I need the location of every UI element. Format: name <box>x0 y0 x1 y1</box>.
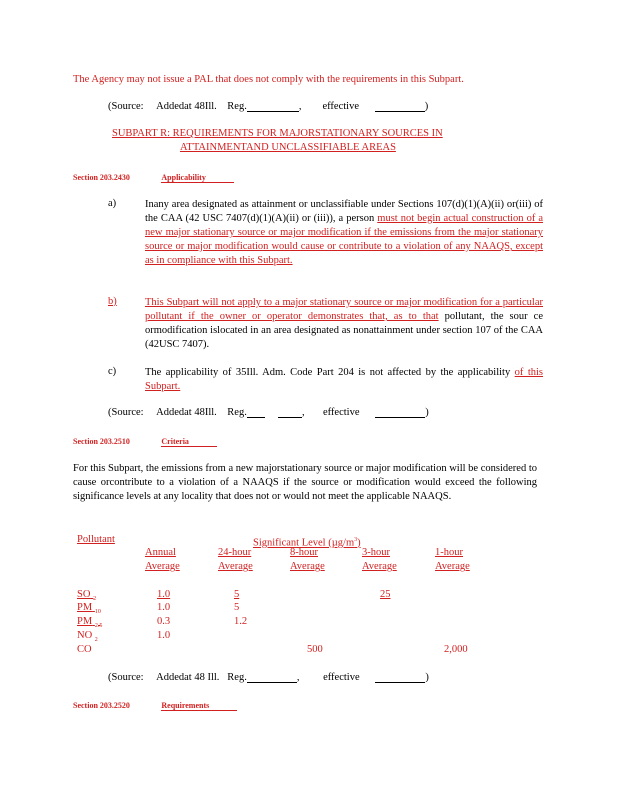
item-body-a <box>145 198 543 268</box>
item-b-red: This Subpart will not apply to a major stationary source or major modification for a particular pollutant if the owner or operator demonstrates that, as to that <box>145 297 543 322</box>
item-label-b: b) <box>108 296 117 307</box>
section-number: Section 203.2520 <box>73 701 130 710</box>
reg-label: Reg. <box>227 101 247 112</box>
reg-blank <box>247 407 265 418</box>
level-close: ) <box>357 537 361 549</box>
col-8h-line2: Average <box>290 561 325 572</box>
item-label-a: a) <box>108 198 117 209</box>
row-pollutant-pm10: PM $_{10}$ <box>77 602 101 616</box>
added-label: Addedat 48Ill. <box>156 407 217 418</box>
pollutant-header: Pollutant <box>77 534 115 545</box>
item-label-c: c) <box>108 366 117 377</box>
item-body-c <box>145 366 543 394</box>
close-paren: ) <box>425 672 429 683</box>
source-label: (Source: <box>108 672 144 683</box>
col-3h-line2: Average <box>362 561 397 572</box>
col-24h-line1: 24-hour <box>218 547 252 558</box>
added-label: Addedat 48 Ill. <box>156 672 220 683</box>
effective-blank <box>375 407 425 418</box>
section-header-requirements <box>73 700 237 711</box>
item-b-plain: pollutant, the sour ce ormodification islocated in an area designated as nonattainment under section 107 of the CAA (42USC 7407). <box>145 311 544 350</box>
comma: , <box>301 407 305 418</box>
item-body-b <box>145 296 543 352</box>
subpart-title-line1: SUBPART R: REQUIREMENTS FOR MAJORSTATIONARY SOURCES IN <box>112 128 443 139</box>
row-pm25-24h: 1.2 <box>234 616 248 627</box>
source-note-2 <box>108 407 429 418</box>
source-note-3 <box>108 672 429 683</box>
item-a-red: must not begin actual construction of a new major stationary source or major modification if the emissions from the major stationary source or major modification would cause or contribute to a violation of any NAAQS, except as in compliance with this Subpart. <box>145 213 544 266</box>
row-no2-annual: 1.0 <box>157 630 171 641</box>
row-so2-3h: 25 <box>380 589 391 600</box>
col-1h-line2: Average <box>435 561 470 572</box>
section-title: Criteria <box>161 437 217 447</box>
row-so2-annual: 1.0 <box>157 589 171 600</box>
section-number: Section 203.2510 <box>73 437 130 446</box>
comma: , <box>296 672 300 683</box>
col-8h-line1: 8-hour <box>290 547 318 558</box>
row-pm25-annual: 0.3 <box>157 616 171 627</box>
col-24h-line2: Average <box>218 561 253 572</box>
section-number: Section 203.2430 <box>73 173 130 182</box>
effective-label: effective <box>323 672 360 683</box>
effective-label: effective <box>322 407 360 418</box>
reg-blank <box>247 101 299 112</box>
level-header-text: Significant Level (µg/m <box>253 537 355 549</box>
close-paren: ) <box>425 407 429 418</box>
section-title: Applicability <box>161 173 233 183</box>
intro-line: The Agency may not issue a PAL that does not comply with the requirements in this Subpart. <box>73 74 464 85</box>
level-unit-sup: 3 <box>354 537 358 543</box>
effective-blank <box>375 101 425 112</box>
comma: , <box>298 101 302 112</box>
col-3h-line1: 3-hour <box>362 547 390 558</box>
item-c-plain: The applicability of 35Ill. Adm. Code Part 204 is not affected by the applicability <box>145 367 511 378</box>
close-paren: ) <box>424 101 429 112</box>
row-co-8h: 500 <box>307 644 323 655</box>
source-label: (Source: <box>108 407 144 418</box>
source-label: (Source: <box>108 101 144 112</box>
section-title: Requirements <box>161 701 237 711</box>
reg-blank-2 <box>278 407 302 418</box>
added-label: Addedat 48Ill. <box>156 101 217 112</box>
reg-label: Reg. <box>227 672 247 683</box>
row-co-1h: 2,000 <box>444 644 468 655</box>
item-c-red: of this Subpart. <box>145 367 544 392</box>
col-1h-line1: 1-hour <box>435 547 463 558</box>
reg-blank <box>247 672 297 683</box>
col-annual-line2: Average <box>145 561 180 572</box>
row-pm10-annual: 1.0 <box>157 602 171 613</box>
criteria-paragraph: For this Subpart, the emissions from a new majorstationary source or major modification will be considered to cause orcontribute to a violation of a NAAQS if the source or modification would exceed the following significance levels at any locality that does not or would not meet the applicable NAAQS. <box>73 463 537 502</box>
col-annual-line1: Annual <box>145 547 176 558</box>
row-so2-24h: 5 <box>234 589 240 600</box>
row-pm10-24h: 5 <box>234 602 240 613</box>
source-note-1 <box>108 101 428 112</box>
effective-blank <box>375 672 425 683</box>
reg-label: Reg. <box>227 407 247 418</box>
row-pollutant-so2: SO $_2$ <box>77 589 97 603</box>
section-header-criteria <box>73 436 217 447</box>
row-pollutant-co: CO <box>77 644 92 655</box>
row-pollutant-no2: NO $_2$ <box>77 630 98 644</box>
row-pollutant-pm25: PM $_{2.5}$ <box>77 616 103 630</box>
subpart-title-line2: ATTAINMENTAND UNCLASSIFIABLE AREAS <box>180 142 396 153</box>
section-header-applicability <box>73 172 234 183</box>
effective-label: effective <box>322 101 359 112</box>
item-a-plain: Inany area designated as attainment or unclassifiable under Sections 107(d)(1)(A)(ii) or(iii) of the CAA (42 USC 7407(d)(1)(A)(ii) or (iii)), a person <box>145 199 543 224</box>
